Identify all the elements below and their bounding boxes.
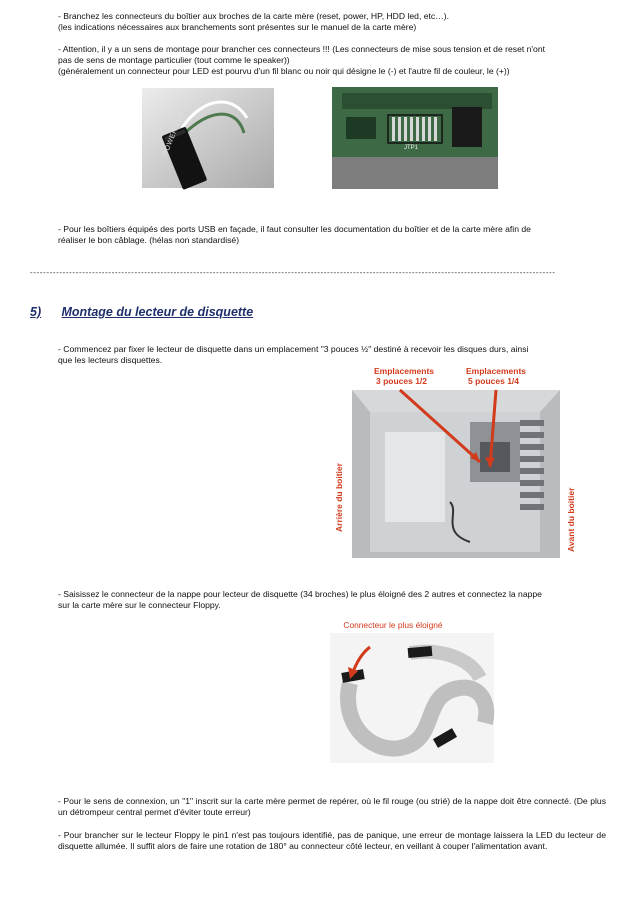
section-title: Montage du lecteur de disquette	[61, 305, 254, 319]
ribbon-cable-photo	[330, 633, 494, 763]
case-label-525-line2: 5 pouces 1/4	[468, 376, 520, 386]
paragraph-warning-line2: pas de sens de montage particulier (tout comme le speaker))	[58, 55, 290, 65]
paragraph-connectors-line1: - Branchez les connecteurs du boîtier aux broches de la carte mère (reset, power, HP, HDD led, etc…).	[58, 11, 450, 21]
paragraph-warning-line3: (généralement un connecteur pour LED est pourvu d'un fil blanc ou noir qui désigne le (-) et l'autre fil de couleur, le (+))	[58, 66, 510, 76]
case-label-35-line1: Emplacements	[374, 366, 434, 376]
section-heading	[30, 305, 253, 319]
case-side-rear-label: Arrière du boitier	[334, 463, 344, 532]
paragraph-floppy-pin1: - Pour brancher sur le lecteur Floppy le pin1 n'est pas toujours identifié, pas de panique, une erreur de montage laissera la LED du lecteur de disquette allumée. Il suffit alors de faire une rotation de 180° au connecteur côté lecteur, en veillant à couper l'alimentation avant.	[58, 830, 606, 852]
case-label-35-line2: 3 pouces 1/2	[376, 376, 428, 386]
section-number: 5)	[30, 305, 42, 319]
board-label-jtp1: JTP1	[404, 145, 419, 151]
paragraph-usb-line1: - Pour les boîtiers équipés des ports USB en façade, il faut consulter les documentation du boîtier et de la carte mère afin de	[58, 224, 531, 234]
section-divider: -----------------------------------------------------------------------------------------------------------------------------------------------------------------	[30, 268, 556, 277]
power-led-photo	[142, 88, 274, 188]
paragraph-pin1-orientation: - Pour le sens de connexion, un "1" inscrit sur la carte mère permet de repérer, où le fil rouge (ou strié) de la nappe doit être connecté. (De plus un détrompeur central permet d'éviter toute erreur)	[58, 796, 606, 818]
case-side-front-label: Avant du boitier	[566, 487, 576, 552]
paragraph-floppy-mount-line2: que les lecteurs disquettes.	[58, 355, 163, 365]
paragraph-ribbon-line1: - Saisissez le connecteur de la nappe pour lecteur de disquette (34 broches) le plus éloigné des 2 autres et connectez la nappe	[58, 589, 542, 599]
paragraph-floppy-mount-line1: - Commencez par fixer le lecteur de disquette dans un emplacement "3 pouces ½" destiné à recevoir les disques durs, ainsi	[58, 344, 529, 354]
paragraph-usb-line2: réaliser le bon câblage. (hélas non standardisé)	[58, 235, 240, 245]
paragraph-ribbon-line2: sur la carte mère sur le connecteur Floppy.	[58, 600, 221, 610]
ribbon-caption: Connecteur le plus éloigné	[343, 620, 443, 630]
case-interior-photo	[330, 362, 574, 562]
paragraph-warning-line1: - Attention, il y a un sens de montage pour brancher ces connecteurs !!! (Les connecteurs de mise sous tension et de reset n'ont	[58, 44, 545, 54]
paragraph-connectors-line2: (les indications nécessaires aux branchements sont présentes sur le manuel de la carte mère)	[58, 22, 417, 32]
power-led-label: POWER LED	[162, 110, 186, 157]
motherboard-header-photo	[332, 87, 498, 189]
case-label-525-line1: Emplacements	[466, 366, 526, 376]
